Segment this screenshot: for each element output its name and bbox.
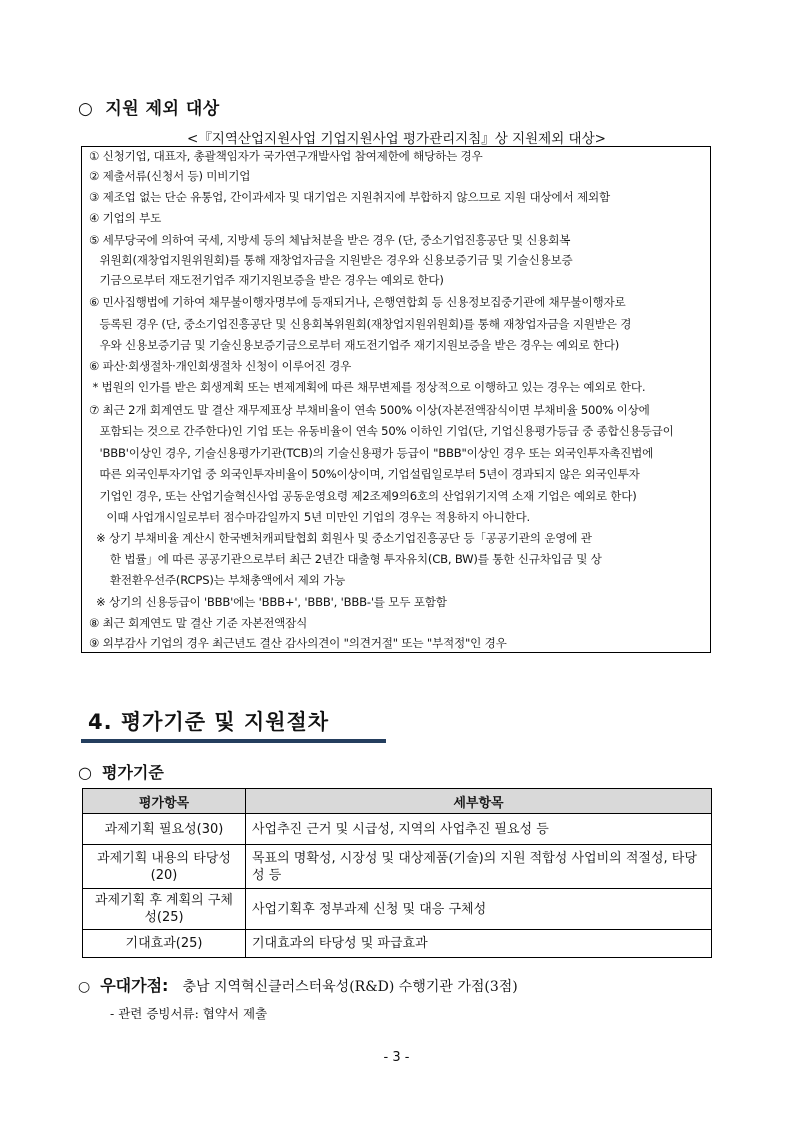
cell-detail: 사업기획후 정부과제 신청 및 대응 구체성 bbox=[246, 889, 712, 930]
exclusion-line: ② 제출서류(신청서 등) 미비기업 bbox=[89, 169, 251, 183]
preference-line bbox=[78, 973, 518, 996]
preference-text: 충남 지역혁신클러스터육성(R&D) 수행기관 가점(3점) bbox=[182, 979, 518, 995]
header-item: 평가항목 bbox=[83, 789, 246, 814]
exclusion-line: 한 법률」에 따른 공공기관으로부터 최근 2년간 대출형 투자유치(CB, BW)를 통한 신규차입금 및 상 bbox=[89, 552, 602, 566]
page-number: - 3 - bbox=[383, 1050, 410, 1065]
heading-underline bbox=[81, 739, 386, 743]
table-row bbox=[83, 889, 712, 930]
exclusion-line: ⑦ 최근 2개 회계연도 말 결산 재무제표상 부채비율이 연속 500% 이상(자본전액잠식이면 부채비율 500% 이상에 bbox=[89, 403, 650, 417]
cell-item: 과제기획 후 계획의 구체성(25) bbox=[83, 889, 246, 930]
exclusion-line: ⑥ 파산·회생절차·개인회생절차 신청이 이루어진 경우 bbox=[89, 359, 352, 373]
exclusion-line: ※ 상기의 신용등급이 'BBB'에는 'BBB+', 'BBB', 'BBB-'를 모두 포함함 bbox=[89, 595, 447, 609]
cell-detail: 기대효과의 타당성 및 파급효과 bbox=[246, 930, 712, 958]
exclusion-line: ④ 기업의 부도 bbox=[89, 211, 162, 225]
exclusion-line: 환전환우선주(RCPS)는 부채총액에서 제외 가능 bbox=[89, 573, 346, 587]
exclusion-line: ⑧ 최근 회계연도 말 결산 기준 자본전액잠식 bbox=[89, 616, 308, 630]
bullet-circle: ○ bbox=[78, 763, 92, 782]
exclusion-line: 등록된 경우 (단, 중소기업진흥공단 및 신용회복위원회(재창업지원위원회)를 통해 재창업자금을 지원받은 경 bbox=[89, 317, 632, 331]
exclusion-line: ⑤ 세무당국에 의하여 국세, 지방세 등의 체납처분을 받은 경우 (단, 중소기업진흥공단 및 신용회복 bbox=[89, 233, 571, 247]
exclusion-box bbox=[81, 146, 711, 653]
cell-detail: 목표의 명확성, 시장성 및 대상제품(기술)의 지원 적합성 사업비의 적절성, 타당성 등 bbox=[246, 845, 712, 889]
exclusion-line: ① 신청기업, 대표자, 총괄책임자가 국가연구개발사업 참여제한에 해당하는 경우 bbox=[89, 149, 483, 163]
criteria-title-text: 평가기준 bbox=[101, 763, 164, 782]
criteria-title bbox=[78, 760, 164, 783]
table-row bbox=[83, 814, 712, 845]
header-detail: 세부항목 bbox=[246, 789, 712, 814]
exclusion-line: ③ 제조업 없는 단순 유통업, 간이과세자 및 대기업은 지원취지에 부합하지 않으므로 지원 대상에서 제외함 bbox=[89, 190, 610, 204]
table-header-row bbox=[83, 789, 712, 814]
exclusion-line: 기금으로부터 재도전기업주 재기지원보증을 받은 경우는 예외로 한다) bbox=[89, 273, 444, 287]
cell-item: 과제기획 필요성(30) bbox=[83, 814, 246, 845]
chapter-heading: 4. 평가기준 및 지원절차 bbox=[88, 710, 330, 734]
exclusion-line: ⑥ 민사집행법에 기하여 채무불이행자명부에 등재되거나, 은행연합회 등 신용정보집중기관에 채무불이행자로 bbox=[89, 295, 626, 309]
exclusion-line: 따른 외국인투자기업 중 외국인투자비율이 50%이상이며, 기업설립일로부터 5년이 경과되지 않은 외국인투자 bbox=[89, 467, 640, 481]
table-row bbox=[83, 845, 712, 889]
exclusion-line: 우와 신용보증기금 및 기술신용보증기금으로부터 재도전기업주 재기지원보증을 받은 경우는 예외로 한다) bbox=[89, 338, 620, 352]
preference-label: 우대가점: bbox=[100, 976, 169, 995]
exclusion-subtitle: <『지역산업지원사업 기업지원사업 평가관리지침』상 지원제외 대상> bbox=[187, 131, 606, 147]
cell-item: 기대효과(25) bbox=[83, 930, 246, 958]
evidence-note: - 관련 증빙서류: 협약서 제출 bbox=[110, 1006, 268, 1021]
section-title bbox=[78, 94, 220, 119]
exclusion-line: 이때 사업개시일로부터 점수마감일까지 5년 미만인 기업의 경우는 적용하지 아니한다. bbox=[89, 510, 530, 524]
exclusion-line: * 법원의 인가를 받은 회생계획 또는 변제계획에 따른 채무변제를 정상적으로 이행하고 있는 경우는 예외로 한다. bbox=[89, 380, 646, 394]
exclusion-line: ⑨ 외부감사 기업의 경우 최근년도 결산 감사의견이 "의견거절" 또는 "부적정"인 경우 bbox=[89, 636, 507, 650]
exclusion-line: 포함되는 것으로 간주한다)인 기업 또는 유동비율이 연속 50% 이하인 기업(단, 기업신용평가등급 중 종합신용등급이 bbox=[89, 424, 674, 438]
cell-detail: 사업추진 근거 및 시급성, 지역의 사업추진 필요성 등 bbox=[246, 814, 712, 845]
bullet-circle: ○ bbox=[78, 979, 91, 995]
exclusion-line: 기업인 경우, 또는 산업기술혁신사업 공동운영요령 제2조제9의6호의 산업위기지역 소재 기업은 예외로 한다) bbox=[89, 489, 637, 503]
exclusion-line: ※ 상기 부채비율 계산시 한국벤처캐피탈협회 회원사 및 중소기업진흥공단 등「공공기관의 운영에 관 bbox=[89, 531, 592, 545]
exclusion-line: 'BBB'이상인 경우, 기술신용평가기관(TCB)의 기술신용평가 등급이 "BBB"이상인 경우 또는 외국인투자촉진법에 bbox=[89, 446, 654, 460]
evaluation-table bbox=[82, 788, 712, 958]
bullet-circle: ○ bbox=[78, 99, 94, 119]
exclusion-line: 위원회(재창업지원위원회)를 통해 재창업자금을 지원받은 경우와 신용보증기금 및 기술신용보증 bbox=[89, 253, 573, 267]
table-row bbox=[83, 930, 712, 958]
section-title-text: 지원 제외 대상 bbox=[105, 99, 220, 119]
cell-item: 과제기획 내용의 타당성(20) bbox=[83, 845, 246, 889]
